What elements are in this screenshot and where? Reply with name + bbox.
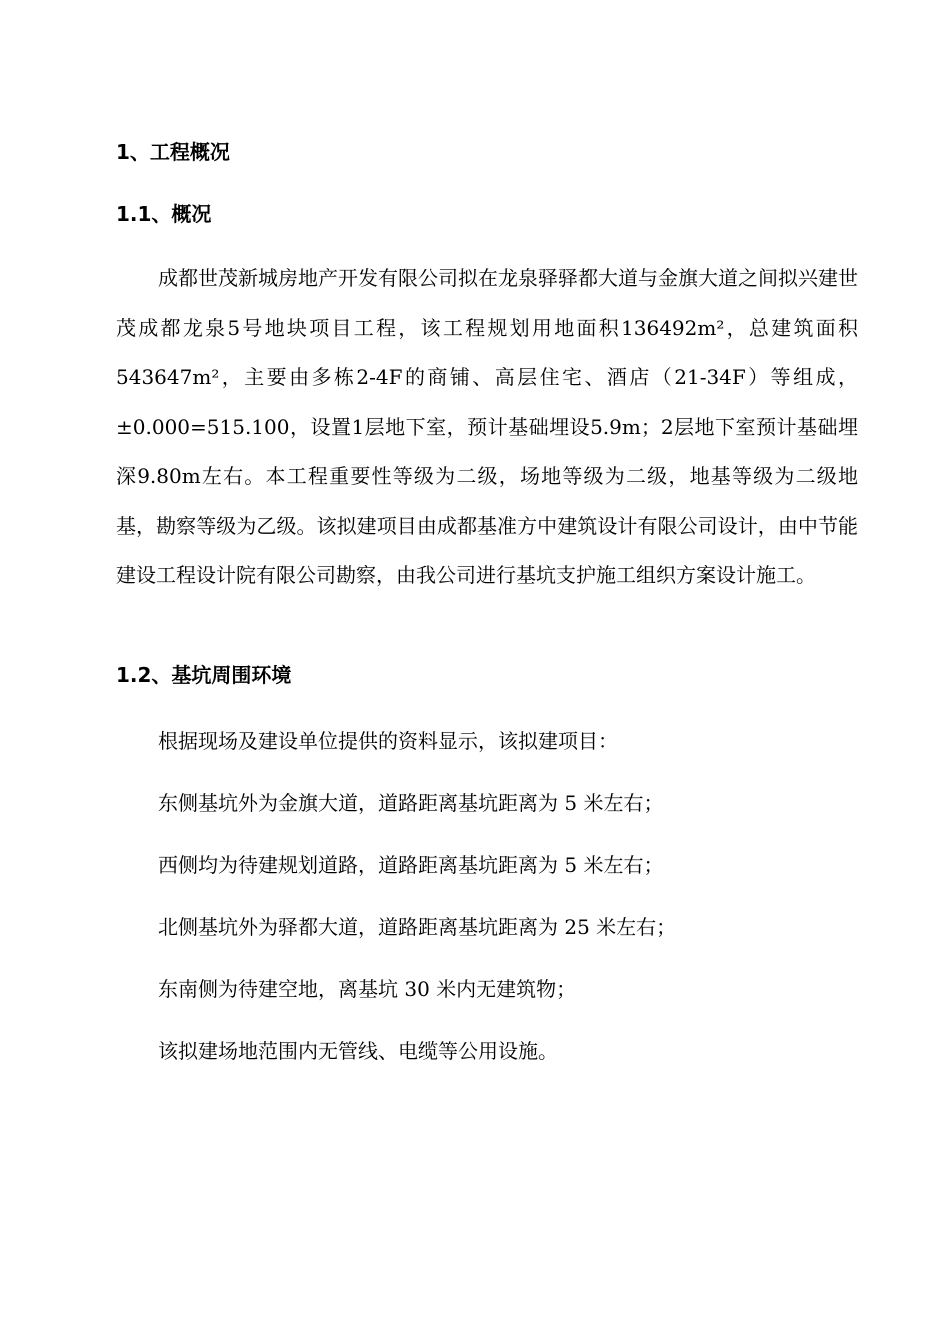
overview-paragraph: 成都世茂新城房地产开发有限公司拟在龙泉驿驿都大道与金旗大道之间拟兴建世茂成都龙泉5号地块项目工程，该工程规划用地面积136492m²，总建筑面积543647m²，主要由多栋2-4F的商铺、高层住宅、酒店（21-34F）等组成，±0.000=515.100，设置1层地下室，预计基础埋设5.9m；2层地下室预计基础埋深9.80m左右。本工程重要性等级为二级，场地等级为二级，地基等级为二级地基，勘察等级为乙级。该拟建项目由成都基准方中建筑设计有限公司设计，由中节能建设工程设计院有限公司勘察，由我公司进行基坑支护施工组织方案设计施工。 — [116, 266, 858, 587]
section-heading-1-2: 1.2、基坑周围环境 — [116, 663, 292, 687]
environment-item-southeast: 东南侧为待建空地，离基坑 30 米内无建筑物； — [158, 977, 577, 1001]
environment-item-west: 西侧均为待建规划道路，道路距离基坑距离为 5 米左右； — [158, 853, 664, 877]
environment-item-north: 北侧基坑外为驿都大道，道路距离基坑距离为 25 米左右； — [158, 915, 677, 939]
environment-item-utilities: 该拟建场地范围内无管线、电缆等公用设施。 — [158, 1039, 558, 1063]
environment-intro: 根据现场及建设单位提供的资料显示，该拟建项目： — [158, 729, 618, 753]
environment-item-east: 东侧基坑外为金旗大道，道路距离基坑距离为 5 米左右； — [158, 791, 664, 815]
section-heading-1: 1、工程概况 — [116, 140, 230, 164]
section-heading-1-1: 1.1、概况 — [116, 202, 212, 226]
